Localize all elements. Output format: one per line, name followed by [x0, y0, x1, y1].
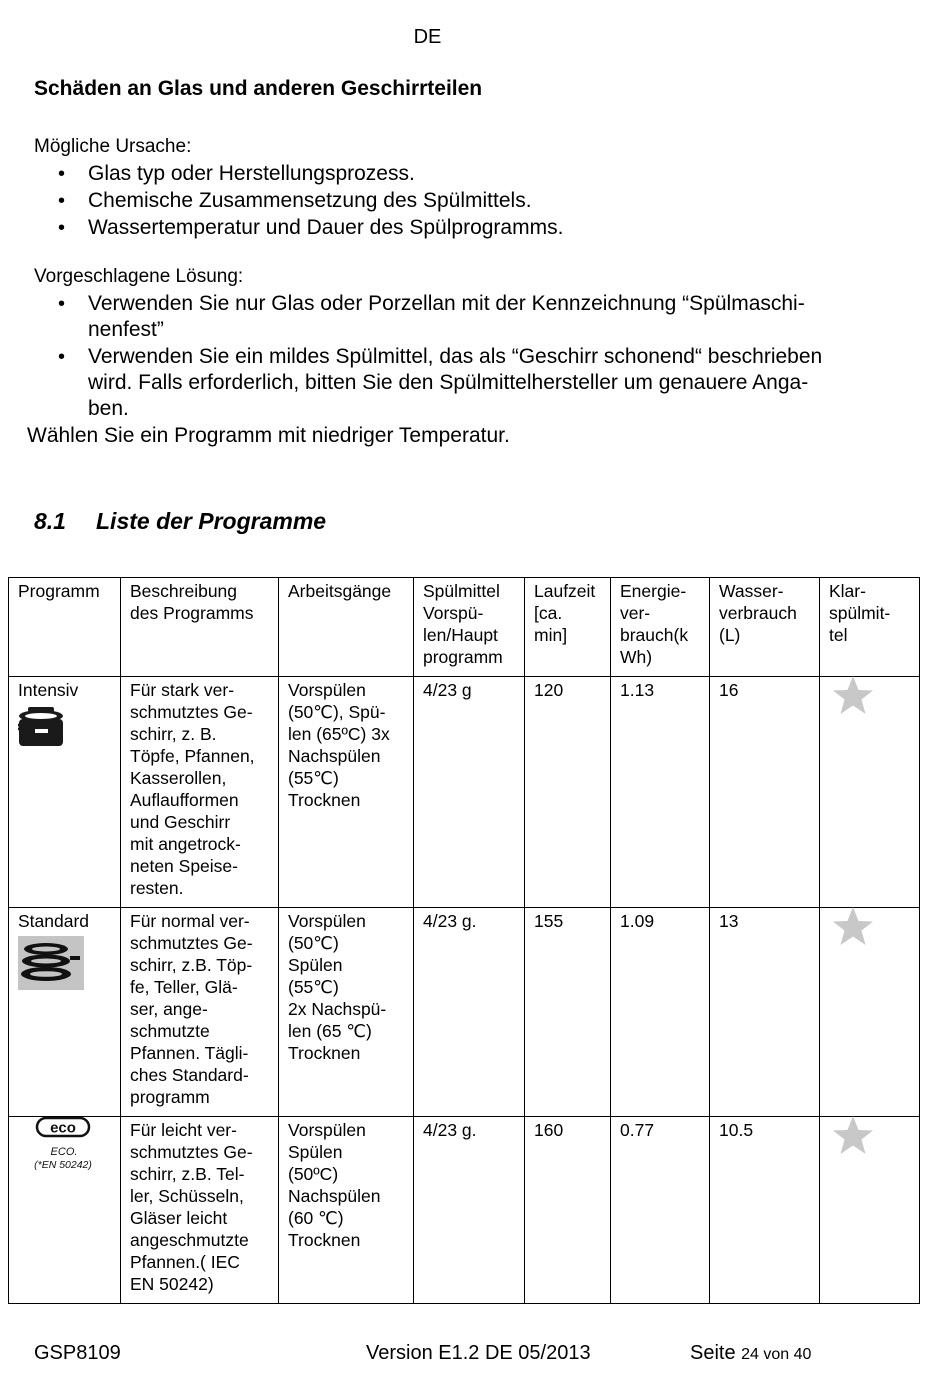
section-title-text: Liste der Programme — [96, 508, 327, 534]
table-row — [9, 908, 920, 1117]
step-line: 2x Nachspü- — [288, 999, 387, 1019]
description-line: Pfannen. Tägli- — [130, 1043, 249, 1063]
description-line: fe, Teller, Glä- — [130, 977, 238, 997]
energy-cell: 1.09 — [611, 908, 710, 1117]
program-table — [8, 577, 920, 1304]
table-header-row — [9, 578, 920, 677]
description-line: resten. — [130, 878, 184, 898]
header-line: Spülmittel — [423, 581, 500, 601]
header-line: min] — [534, 625, 568, 645]
closing-text: Wählen Sie ein Programm mit niedriger Temperatur. — [27, 424, 510, 447]
footer-page-number: 24 von 40 — [741, 1346, 812, 1363]
program-name: Standard — [18, 911, 90, 931]
header-rinse-aid — [820, 578, 920, 677]
header-line: programm — [423, 647, 503, 667]
steps-cell — [279, 908, 414, 1117]
cause-label: Mögliche Ursache: — [34, 136, 192, 157]
header-energy — [611, 578, 710, 677]
program-cell — [9, 908, 121, 1117]
cause-list — [56, 161, 896, 241]
header-runtime — [525, 578, 611, 677]
program-name: Intensiv — [18, 680, 79, 700]
description-line: Pfannen.( IEC — [130, 1252, 240, 1272]
energy-cell: 0.77 — [611, 1117, 710, 1304]
table-row — [9, 1117, 920, 1304]
eco-caption: ECO. — [50, 1146, 78, 1158]
description-line: EN 50242) — [130, 1274, 214, 1294]
description-line: Für normal ver- — [130, 911, 250, 931]
description-line: angeschmutzte — [130, 1230, 249, 1250]
stacked-dishes-icon — [18, 936, 84, 990]
runtime-cell: 155 — [525, 908, 611, 1117]
description-line: und Geschirr — [130, 812, 231, 832]
description-line: schmutztes Ge- — [130, 702, 253, 722]
header-line: verbrauch — [719, 603, 797, 623]
header-program — [9, 578, 121, 677]
description-line: schirr, z.B. Töp- — [130, 955, 253, 975]
step-line: len (65ºC) 3x — [288, 724, 390, 744]
description-line: neten Speise- — [130, 856, 238, 876]
damage-heading: Schäden an Glas und anderen Geschirrteilen — [34, 77, 483, 100]
header-line: Programm — [18, 581, 100, 601]
step-line: Nachspülen — [288, 1186, 381, 1206]
header-line: Arbeitsgänge — [288, 581, 392, 601]
header-line: (L) — [719, 625, 741, 645]
description-line: mit angetrock- — [130, 834, 241, 854]
step-line: Trocknen — [288, 790, 361, 810]
description-line: Töpfe, Pfannen, — [130, 746, 255, 766]
solution-label: Vorgeschlagene Lösung: — [34, 266, 244, 287]
step-line: (50℃), Spü- — [288, 702, 386, 722]
description-cell — [121, 908, 279, 1117]
rinse-aid-cell — [820, 908, 920, 1117]
header-description — [121, 578, 279, 677]
water-cell: 10.5 — [710, 1117, 820, 1304]
water-cell: 16 — [710, 677, 820, 908]
header-water — [710, 578, 820, 677]
description-cell — [121, 677, 279, 908]
list-item: • Wassertemperatur und Dauer des Spülprogramms. — [56, 215, 896, 241]
detergent-cell: 4/23 g. — [414, 1117, 525, 1304]
description-line: schmutzte — [130, 1021, 210, 1041]
header-line: Beschreibung — [130, 581, 238, 601]
steps-cell — [279, 1117, 414, 1304]
step-line: (55℃) — [288, 977, 339, 997]
list-item — [56, 344, 896, 422]
description-line: schmutztes Ge- — [130, 1142, 253, 1162]
list-item-line: wird. Falls erforderlich, bitten Sie den Spülmittelhersteller um genauere Anga- — [88, 371, 809, 394]
list-item: • Glas typ oder Herstellungsprozess. — [56, 161, 896, 187]
step-line: Spülen — [288, 955, 343, 975]
eco-icon — [18, 1117, 100, 1183]
footer-version: Version E1.2 DE 05/2013 — [366, 1342, 591, 1364]
header-line: Klar- — [829, 581, 866, 601]
section-number: 8.1 — [34, 508, 66, 534]
steps-cell — [279, 677, 414, 908]
step-line: Vorspülen — [288, 1120, 366, 1140]
description-line: Gläser leicht — [130, 1208, 228, 1228]
description-line: ches Standard- — [130, 1065, 249, 1085]
header-line: Vorspü- — [423, 603, 484, 623]
energy-cell: 1.13 — [611, 677, 710, 908]
pot-icon — [18, 705, 68, 751]
header-line: brauch(k — [620, 625, 689, 645]
section-title — [34, 508, 326, 535]
step-line: (55℃) — [288, 768, 339, 788]
description-line: programm — [130, 1087, 210, 1107]
eco-icon-text: eco — [50, 1119, 76, 1137]
star-icon — [831, 675, 875, 717]
solution-list — [56, 291, 896, 422]
footer-model: GSP8109 — [34, 1342, 121, 1364]
language-code: DE — [413, 26, 442, 48]
header-line: len/Haupt — [423, 625, 498, 645]
star-icon — [831, 1115, 875, 1157]
step-line: Trocknen — [288, 1230, 361, 1250]
step-line: (50℃) — [288, 933, 339, 953]
description-line: ler, Schüsseln, — [130, 1186, 244, 1206]
step-line: (50ºC) — [288, 1164, 339, 1184]
rinse-aid-cell — [820, 1117, 920, 1304]
runtime-cell: 160 — [525, 1117, 611, 1304]
detergent-cell: 4/23 g. — [414, 908, 525, 1117]
header-line: Laufzeit — [534, 581, 596, 601]
footer-page — [690, 1342, 811, 1365]
description-line: schirr, z.B. Tel- — [130, 1164, 245, 1184]
list-item-line: ben. — [88, 397, 129, 420]
header-line: spülmit- — [829, 603, 891, 623]
description-line: Auflaufformen — [130, 790, 239, 810]
table-row — [9, 677, 920, 908]
step-line: Nachspülen — [288, 746, 381, 766]
header-steps — [279, 578, 414, 677]
step-line: len (65 ℃) — [288, 1021, 372, 1041]
description-cell — [121, 1117, 279, 1304]
list-item — [56, 291, 896, 343]
description-line: ser, ange- — [130, 999, 208, 1019]
step-line: Vorspülen — [288, 911, 366, 931]
header-line: Wh) — [620, 647, 653, 667]
eco-standard-caption: (*EN 50242) — [34, 1159, 92, 1171]
step-line: Trocknen — [288, 1043, 361, 1063]
program-cell — [9, 677, 121, 908]
step-line: Spülen — [288, 1142, 343, 1162]
program-cell — [9, 1117, 121, 1304]
list-item-line: • Verwenden Sie nur Glas oder Porzellan mit der Kennzeichnung “Spülmaschi- — [88, 292, 805, 315]
detergent-cell: 4/23 g — [414, 677, 525, 908]
list-item-line: nenfest” — [88, 318, 164, 341]
description-line: Für leicht ver- — [130, 1120, 237, 1140]
description-line: schmutztes Ge- — [130, 933, 253, 953]
description-line: Für stark ver- — [130, 680, 235, 700]
star-icon — [831, 906, 875, 948]
water-cell: 13 — [710, 908, 820, 1117]
header-line: des Programms — [130, 603, 254, 623]
runtime-cell: 120 — [525, 677, 611, 908]
header-line: Energie- — [620, 581, 687, 601]
header-line: [ca. — [534, 603, 563, 623]
list-item: • Chemische Zusammensetzung des Spülmittels. — [56, 188, 896, 214]
header-line: ver- — [620, 603, 651, 623]
list-item-line: • Verwenden Sie ein mildes Spülmittel, das als “Geschirr schonend“ beschrieben — [88, 345, 823, 368]
footer-page-label: Seite — [690, 1342, 736, 1364]
step-line: Vorspülen — [288, 680, 366, 700]
header-line: Wasser- — [719, 581, 784, 601]
description-line: schirr, z. B. — [130, 724, 217, 744]
header-detergent — [414, 578, 525, 677]
rinse-aid-cell — [820, 677, 920, 908]
description-line: Kasserollen, — [130, 768, 227, 788]
step-line: (60 ℃) — [288, 1208, 344, 1228]
header-line: tel — [829, 625, 848, 645]
